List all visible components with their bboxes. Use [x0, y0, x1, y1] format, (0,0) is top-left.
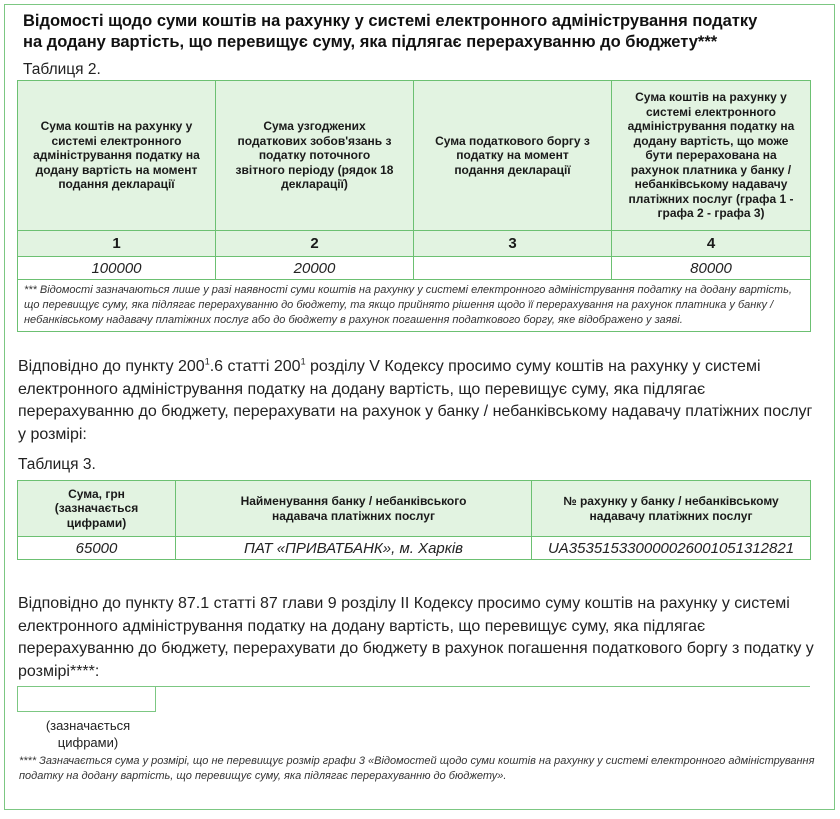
section-title [23, 11, 823, 53]
table2-header-3: Сума податкового боргу з податку на момент подання декларації [414, 81, 612, 231]
table2-header-1: Сума коштів на рахунку у системі електронного адміністрування податку на додану вартість на момент подання декларації [18, 81, 216, 231]
table2-value-4[interactable]: 80000 [612, 257, 811, 280]
paragraph-refund-request [18, 356, 818, 446]
table3 [17, 480, 811, 560]
table2-footnote: *** Відомості зазначаються лише у разі наявності суми коштів на рахунку у системі електронного адміністрування податку на додану вартість, що перевищує суму, яка підлягає перерахуванню до бюджету, та якщо прийнято рішення щодо її перерахування на рахунок платника у банку / небанківському надавачу платіжних послуг або до бюджету в рахунок погашення податкового боргу, яке відображено у заяві. [18, 280, 811, 332]
table2-header-2: Сума узгоджених податкових зобов'язань з податку поточного звітного періоду (рядок 18 декларації) [216, 81, 414, 231]
title-line-2: на додану вартість, що перевищує суму, яка підлягає перерахуванню до бюджету*** [23, 33, 718, 51]
table2 [17, 80, 811, 332]
paragraph-debt-repayment: Відповідно до пункту 87.1 статті 87 глави 9 розділу II Кодексу просимо суму коштів на рахунку у системі електронного адміністрування податку на додану вартість, що перевищує суму, яка підлягає перерахуванню до бюджету, перерахувати до бюджету в рахунок погашення податкового боргу з податку у розмірі****: [18, 595, 814, 680]
table3-bank-value[interactable]: ПАТ «ПРИВАТБАНК», м. Харків [176, 537, 532, 560]
table3-amount-value[interactable]: 65000 [18, 537, 176, 560]
table2-value-3[interactable] [414, 257, 612, 280]
table2-value-1[interactable]: 100000 [18, 257, 216, 280]
para1-text-a: Відповідно до пункту 200 [18, 358, 205, 375]
table2-label: Таблиця 2. [23, 61, 101, 78]
table2-value-2[interactable]: 20000 [216, 257, 414, 280]
table2-col-number-4: 4 [612, 231, 811, 257]
table3-header-amount: Сума, грн (зазначається цифрами) [18, 481, 176, 537]
table2-header-4: Сума коштів на рахунку у системі електронного адміністрування податку на додану вартість, що може бути перерахована на рахунок платника у банку / небанківському надавачу платіжних послуг (графа 1 - графа 2 - графа 3) [612, 81, 811, 231]
table3-header-bank: Найменування банку / небанківського надавача платіжних послуг [176, 481, 532, 537]
para1-sup-a: 1 [204, 356, 210, 367]
table2-col-number-1: 1 [18, 231, 216, 257]
footnote-4: **** Зазначається сума у розмірі, що не перевищує розмір графи 3 «Відомостей щодо суми коштів на рахунку у системі електронного адміністрування податку на додану вартість, що перевищує суму, яка підлягає перерахуванню до бюджету». [19, 755, 815, 782]
divider-line [152, 686, 810, 687]
para1-text-b: .6 статті 200 [209, 358, 301, 375]
table2-col-number-3: 3 [414, 231, 612, 257]
title-line-1: Відомості щодо суми коштів на рахунку у системі електронного адміністрування податку [23, 12, 758, 30]
table3-account-value[interactable]: UA353515330000026001051312821 [532, 537, 811, 560]
table3-header-account: № рахунку у банку / небанківському надавачу платіжних послуг [532, 481, 811, 537]
table2-col-number-2: 2 [216, 231, 414, 257]
debt-amount-field[interactable] [17, 686, 156, 712]
para1-text-c: розділу V Кодексу просимо суму коштів на рахунку у системі електронного адміністрування податку на додану вартість, що перевищує суму, яка підлягає перерахуванню до бюджету, перерахувати на рахунок у банку / небанківському надавачу платіжних послуг у розмірі: [18, 358, 813, 443]
amount-field-caption: (зазначається цифрами) [45, 718, 131, 750]
para1-sup-b: 1 [300, 356, 306, 367]
table3-label: Таблиця 3. [18, 456, 96, 473]
